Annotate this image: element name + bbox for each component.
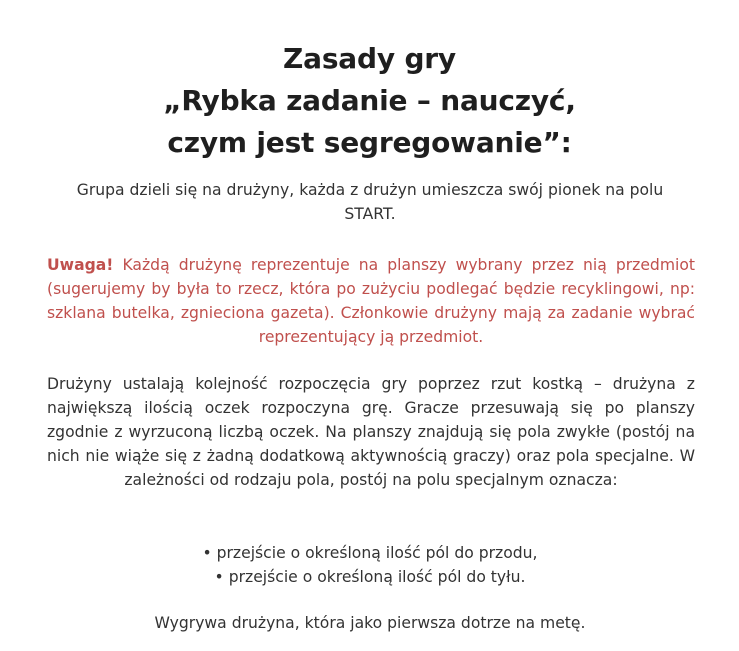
intro-paragraph: Grupa dzieli się na drużyny, każda z drużyn umieszcza swój pionek na polu START.: [76, 181, 664, 223]
win-condition: Wygrywa drużyna, która jako pierwsza dotrze na metę.: [154, 614, 586, 632]
warning-paragraph: [47, 253, 695, 349]
page-title: [0, 38, 739, 164]
warning-label: Uwaga!: [47, 256, 114, 274]
title-line-1: Zasady gry: [283, 42, 456, 75]
special-fields-list: [60, 541, 680, 589]
title-line-2: „Rybka zadanie – nauczyć,: [163, 84, 576, 117]
warning-text: Każdą drużynę reprezentuje na planszy wybrany przez nią przedmiot (sugerujemy by była to rzecz, która po zużyciu podlegać będzie recyklingowi, np: szklana butelka, zgnieciona gazeta). Członkowie drużyny mają za zadanie wybrać reprezentujący ją przedmiot.: [47, 256, 695, 346]
list-item: • przejście o określoną ilość pól do tyłu.: [214, 568, 526, 586]
title-line-3: czym jest segregowanie”:: [167, 126, 572, 159]
list-item: • przejście o określoną ilość pól do przodu,: [202, 544, 538, 562]
rules-paragraph: Drużyny ustalają kolejność rozpoczęcia gry poprzez rzut kostką – drużyna z największą ilością oczek rozpoczyna grę. Gracze przesuwają się po planszy zgodnie z wyrzuconą liczbą oczek. Na planszy znajdują się pola zwykłe (postój na nich nie wiąże się z żadną dodatkową aktywnością graczy) oraz pola specjalne. W zależności od rodzaju pola, postój na polu specjalnym oznacza:: [47, 375, 695, 489]
